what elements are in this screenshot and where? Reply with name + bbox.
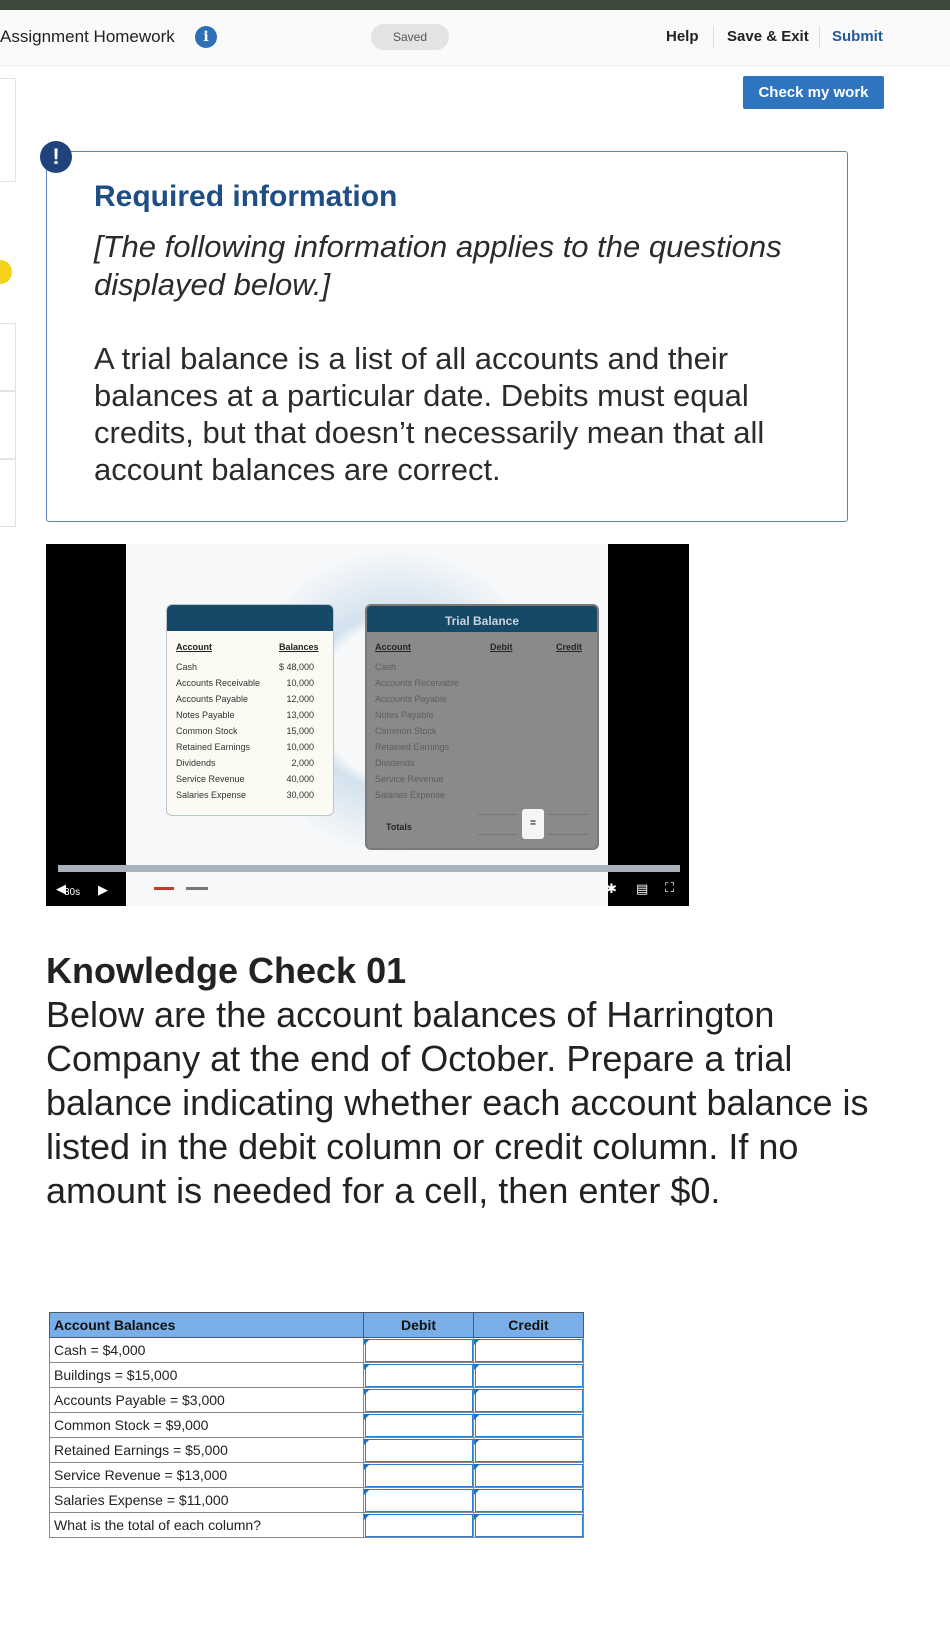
card-balance: $ 48,000 [278,662,314,672]
tb-col-debit: Debit [490,642,513,652]
credit-cell [474,1513,584,1538]
debit-input[interactable] [365,1339,473,1362]
caption-indicator [186,887,208,890]
cell-marker [364,1464,370,1470]
card-balance: 15,000 [286,726,314,736]
card-account: Cash [176,662,198,672]
card-account: Retained Earnings [176,742,251,752]
saved-status-badge: Saved [371,24,449,50]
card-balance: 2,000 [291,758,314,768]
card-account: Dividends [176,758,216,768]
account-label: Buildings = $15,000 [50,1363,364,1388]
debit-input[interactable] [365,1414,473,1437]
debit-cell [364,1388,474,1413]
tb-total-line [548,834,588,835]
column-header: Credit [474,1313,584,1338]
tb-account: Notes Payable [375,710,434,720]
credit-cell [474,1413,584,1438]
required-information-body: A trial balance is a list of all accounts and their balances at a particular date. Debits must equal credits, but that doesn’t necessarily mean that all account balances are correct. [94,341,765,487]
column-header: Debit [364,1313,474,1338]
card-account: Accounts Payable [176,694,249,704]
debit-input[interactable] [365,1489,473,1512]
cell-marker [474,1439,480,1445]
debit-cell [364,1513,474,1538]
required-information-title: Required information [94,180,398,213]
credit-input[interactable] [475,1339,583,1362]
video-frame [126,544,608,906]
card-balance: 30,000 [286,790,314,800]
table-row [50,1338,584,1363]
knowledge-check-title: Knowledge Check 01 [46,950,407,991]
knowledge-check-body: Below are the account balances of Harrington Company at the end of October. Prepare a trial balance indicating whether each account balance is listed in the debit column or credit column. If no amount is needed for a cell, then enter $0. [46,994,869,1211]
header-divider [713,26,714,48]
cell-marker [364,1514,370,1520]
caption-indicator [154,887,174,890]
account-label: What is the total of each column? [50,1513,364,1538]
credit-cell [474,1463,584,1488]
account-label: Salaries Expense = $11,000 [50,1488,364,1513]
video-progress-bar[interactable] [58,865,680,872]
rewind-icon[interactable]: ◀ [56,881,66,896]
table-row [50,1488,584,1513]
card-account: Notes Payable [176,710,235,720]
card-header-bar [167,605,333,631]
card-balance: 12,000 [286,694,314,704]
credit-cell [474,1438,584,1463]
account-label: Common Stock = $9,000 [50,1413,364,1438]
debit-input[interactable] [365,1464,473,1487]
credit-cell [474,1488,584,1513]
card-balance: 13,000 [286,710,314,720]
debit-cell [364,1413,474,1438]
video-player[interactable] [46,544,689,906]
alert-icon: ! [40,141,72,173]
table-row [50,1413,584,1438]
tb-totals-label: Totals [386,822,412,832]
header-divider [819,26,820,48]
tb-account: Accounts Receivable [375,678,460,688]
debit-cell [364,1463,474,1488]
card-balance: 10,000 [286,742,314,752]
tb-col-account: Account [375,642,411,652]
cell-marker [474,1414,480,1420]
cell-marker [364,1364,370,1370]
credit-input[interactable] [475,1489,583,1512]
play-button[interactable]: ▶ [98,882,108,897]
tb-total-line [548,814,588,815]
help-link[interactable]: Help [666,28,699,45]
credit-cell [474,1338,584,1363]
credit-input[interactable] [475,1389,583,1412]
credit-input[interactable] [475,1464,583,1487]
table-row [50,1363,584,1388]
debit-cell [364,1438,474,1463]
credit-input[interactable] [475,1439,583,1462]
card-col-balances: Balances [279,642,319,652]
cell-marker [364,1489,370,1495]
tb-equals-box: = [522,809,544,839]
side-panel-fragment [0,323,16,391]
table-row [50,1388,584,1413]
table-header-row [50,1313,584,1338]
cell-marker [474,1364,480,1370]
side-panel-fragment [0,459,16,527]
card-account: Service Revenue [176,774,245,784]
tb-col-credit: Credit [556,642,583,652]
trial-balance-title: Trial Balance [367,606,597,632]
side-panel-fragment [0,78,16,182]
card-account: Accounts Receivable [176,678,261,688]
tb-account: Retained Earnings [375,742,450,752]
debit-cell [364,1363,474,1388]
settings-icon[interactable]: ✱ [606,881,617,896]
cell-marker [474,1389,480,1395]
table-row [50,1513,584,1538]
rewind-label: 30s [64,887,81,898]
account-label: Retained Earnings = $5,000 [50,1438,364,1463]
account-label: Cash = $4,000 [50,1338,364,1363]
tb-account: Accounts Payable [375,694,448,704]
debit-input[interactable] [365,1439,473,1462]
credit-input[interactable] [475,1414,583,1437]
transcript-icon[interactable]: ▤ [636,881,649,896]
tb-account: Cash [375,662,397,672]
tb-total-line [478,814,518,815]
account-label: Accounts Payable = $3,000 [50,1388,364,1413]
credit-total-input[interactable] [475,1514,583,1537]
card-col-account: Account [176,642,212,652]
table-row [50,1438,584,1463]
credit-cell [474,1363,584,1388]
check-my-work-button[interactable]: Check my work [743,76,884,109]
debit-total-input[interactable] [365,1514,473,1537]
cell-marker [474,1514,480,1520]
side-panel-fragment [0,391,16,459]
debit-input[interactable] [365,1389,473,1412]
card-balance: 10,000 [286,678,314,688]
assignment-header [0,10,950,66]
card-account: Salaries Expense [176,790,247,800]
debit-input[interactable] [365,1364,473,1387]
card-account: Common Stock [176,726,238,736]
debit-cell [364,1488,474,1513]
credit-input[interactable] [475,1364,583,1387]
tb-account: Service Revenue [375,774,444,784]
cell-marker [474,1464,480,1470]
column-header: Account Balances [50,1313,364,1338]
cell-marker [364,1389,370,1395]
tb-account: Common Stock [375,726,437,736]
side-indicator-dot [0,260,12,284]
top-strip [0,0,950,10]
tb-account: Dividends [375,758,415,768]
table-row [50,1463,584,1488]
debit-cell [364,1338,474,1363]
submit-link[interactable]: Submit [832,28,883,45]
cell-marker [364,1339,370,1345]
assignment-title: Assignment Homework [0,27,175,46]
cell-marker [474,1339,480,1345]
tb-account: Salaries Expense [375,790,446,800]
card-balance: 40,000 [286,774,314,784]
fullscreen-icon[interactable]: ⛶ [665,880,675,895]
cell-marker [364,1414,370,1420]
cell-marker [474,1489,480,1495]
trial-balance-table [49,1312,584,1538]
account-label: Service Revenue = $13,000 [50,1463,364,1488]
tb-total-line [478,834,518,835]
info-icon[interactable]: i [195,26,217,48]
save-exit-link[interactable]: Save & Exit [727,28,809,45]
required-information-note: [The following information applies to the questions displayed below.] [94,229,782,302]
credit-cell [474,1388,584,1413]
cell-marker [364,1439,370,1445]
